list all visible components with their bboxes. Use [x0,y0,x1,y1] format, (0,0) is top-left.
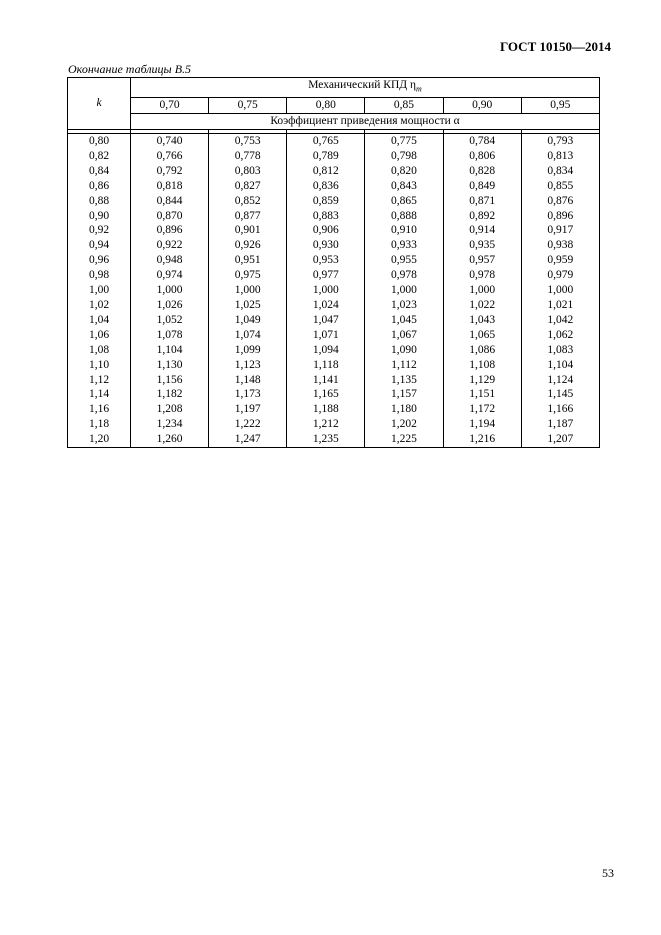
document-code: ГОСТ 10150—2014 [499,39,611,54]
coefficient-cell: 1,173 [209,387,287,402]
coefficient-cell: 1,187 [521,417,599,432]
coefficient-cell: 0,978 [443,268,521,283]
header-row-efficiency-values [68,98,600,114]
coefficient-cell: 0,766 [131,149,209,164]
coefficient-cell: 1,052 [131,313,209,328]
k-value-cell: 1,18 [68,417,131,432]
coefficient-cell: 0,883 [287,209,365,224]
efficiency-label: Механический КПД η [308,79,416,91]
table-row [68,328,600,343]
coefficient-cell: 0,798 [365,149,443,164]
coefficient-cell: 1,172 [443,402,521,417]
k-value-cell: 0,84 [68,164,131,179]
coefficient-cell: 0,977 [287,268,365,283]
coefficient-cell: 1,145 [521,387,599,402]
coefficient-cell: 0,775 [365,134,443,149]
coefficient-cell: 1,067 [365,328,443,343]
coefficient-cell: 1,104 [521,358,599,373]
table-row [68,387,600,402]
k-value-cell: 0,96 [68,253,131,268]
coefficient-cell: 1,047 [287,313,365,328]
coefficient-table [67,77,600,448]
coefficient-cell: 1,023 [365,298,443,313]
coefficient-cell: 1,000 [287,283,365,298]
coefficient-cell: 0,935 [443,238,521,253]
coefficient-cell: 0,843 [365,179,443,194]
table-row [68,298,600,313]
efficiency-value-header: 0,95 [521,98,599,114]
k-value-cell: 0,90 [68,209,131,224]
coefficient-cell: 0,806 [443,149,521,164]
coefficient-cell: 0,974 [131,268,209,283]
coefficient-cell: 1,062 [521,328,599,343]
coefficient-cell: 1,182 [131,387,209,402]
coefficient-cell: 1,194 [443,417,521,432]
coefficient-cell: 0,778 [209,149,287,164]
coefficient-cell: 0,852 [209,194,287,209]
coefficient-cell: 0,855 [521,179,599,194]
efficiency-value-header: 0,90 [443,98,521,114]
coefficient-cell: 1,156 [131,373,209,388]
table-row [68,358,600,373]
coefficient-cell: 0,789 [287,149,365,164]
table-row [68,194,600,209]
coefficient-cell: 1,260 [131,432,209,447]
coefficient-cell: 1,024 [287,298,365,313]
coefficient-cell: 1,166 [521,402,599,417]
coefficient-cell: 1,207 [521,432,599,447]
coefficient-cell: 1,065 [443,328,521,343]
coefficient-cell: 0,818 [131,179,209,194]
coefficient-cell: 0,917 [521,223,599,238]
coefficient-cell: 1,000 [209,283,287,298]
efficiency-value-header: 0,70 [131,98,209,114]
table-row [68,164,600,179]
k-value-cell: 1,12 [68,373,131,388]
coefficient-cell: 0,753 [209,134,287,149]
table-row [68,149,600,164]
k-column-header: k [68,78,131,130]
coefficient-cell: 1,216 [443,432,521,447]
coefficient-cell: 1,208 [131,402,209,417]
coefficient-cell: 1,180 [365,402,443,417]
k-value-cell: 0,92 [68,223,131,238]
coefficient-cell: 0,953 [287,253,365,268]
coefficient-cell: 0,765 [287,134,365,149]
coefficient-cell: 0,955 [365,253,443,268]
table-row [68,343,600,358]
coefficient-cell: 0,812 [287,164,365,179]
coefficient-cell: 0,828 [443,164,521,179]
coefficient-cell: 1,078 [131,328,209,343]
table-row [68,134,600,149]
table-row [68,268,600,283]
efficiency-value-header: 0,85 [365,98,443,114]
coefficient-cell: 0,959 [521,253,599,268]
coefficient-cell: 1,022 [443,298,521,313]
header-row-efficiency [68,78,600,98]
coefficient-cell: 1,086 [443,343,521,358]
coefficient-cell: 0,957 [443,253,521,268]
coefficient-cell: 0,871 [443,194,521,209]
table-row [68,313,600,328]
coefficient-cell: 1,083 [521,343,599,358]
table-caption: Окончание таблицы В.5 [68,62,192,76]
table-row [68,283,600,298]
page-number: 53 [602,866,614,880]
table-row [68,402,600,417]
coefficient-cell: 0,865 [365,194,443,209]
coefficient-cell: 0,740 [131,134,209,149]
coefficient-cell: 1,049 [209,313,287,328]
coefficient-cell: 1,074 [209,328,287,343]
coefficient-cell: 1,000 [521,283,599,298]
coefficient-cell: 1,000 [131,283,209,298]
coefficient-cell: 1,045 [365,313,443,328]
k-value-cell: 1,06 [68,328,131,343]
coefficient-cell: 0,948 [131,253,209,268]
coefficient-cell: 1,247 [209,432,287,447]
k-value-cell: 1,08 [68,343,131,358]
coefficient-cell: 0,813 [521,149,599,164]
coefficient-cell: 1,123 [209,358,287,373]
k-value-cell: 1,20 [68,432,131,447]
k-value-cell: 0,98 [68,268,131,283]
coefficient-cell: 1,212 [287,417,365,432]
coefficient-cell: 0,978 [365,268,443,283]
coefficient-cell: 0,827 [209,179,287,194]
coefficient-cell: 1,026 [131,298,209,313]
coefficient-cell: 0,933 [365,238,443,253]
coefficient-cell: 0,930 [287,238,365,253]
coefficient-cell: 0,896 [131,223,209,238]
coefficient-cell: 0,844 [131,194,209,209]
coefficient-cell: 1,021 [521,298,599,313]
coefficient-cell: 0,979 [521,268,599,283]
table-row [68,209,600,224]
coefficient-cell: 1,148 [209,373,287,388]
coefficient-cell: 1,104 [131,343,209,358]
table-row [68,253,600,268]
k-value-cell: 1,00 [68,283,131,298]
k-value-cell: 0,88 [68,194,131,209]
coefficient-cell: 0,975 [209,268,287,283]
coefficient-cell: 1,094 [287,343,365,358]
coefficient-cell: 0,888 [365,209,443,224]
coefficient-cell: 1,025 [209,298,287,313]
k-value-cell: 0,94 [68,238,131,253]
coefficient-cell: 0,896 [521,209,599,224]
coefficient-cell: 1,112 [365,358,443,373]
coefficient-cell: 1,090 [365,343,443,358]
coefficient-cell: 0,951 [209,253,287,268]
coefficient-cell: 0,876 [521,194,599,209]
coefficient-cell: 1,108 [443,358,521,373]
coefficient-cell: 1,043 [443,313,521,328]
coefficient-cell: 1,222 [209,417,287,432]
coefficient-cell: 0,792 [131,164,209,179]
coefficient-cell: 1,099 [209,343,287,358]
coefficient-cell: 0,910 [365,223,443,238]
coefficient-cell: 0,892 [443,209,521,224]
coefficient-cell: 1,202 [365,417,443,432]
coefficient-cell: 1,165 [287,387,365,402]
efficiency-header [131,78,600,98]
coefficient-cell: 1,157 [365,387,443,402]
coefficient-cell: 1,000 [443,283,521,298]
coefficient-cell: 0,836 [287,179,365,194]
coefficient-cell: 0,849 [443,179,521,194]
coefficient-cell: 0,914 [443,223,521,238]
efficiency-value-header: 0,80 [287,98,365,114]
coefficient-cell: 1,071 [287,328,365,343]
coefficient-cell: 0,906 [287,223,365,238]
coefficient-cell: 1,129 [443,373,521,388]
table-row [68,417,600,432]
coefficient-cell: 1,130 [131,358,209,373]
k-value-cell: 1,10 [68,358,131,373]
coefficient-cell: 1,188 [287,402,365,417]
coefficient-cell: 0,803 [209,164,287,179]
efficiency-subscript: m [416,84,422,94]
k-value-cell: 0,82 [68,149,131,164]
k-value-cell: 0,86 [68,179,131,194]
coefficient-cell: 1,141 [287,373,365,388]
coefficient-cell: 0,877 [209,209,287,224]
k-value-cell: 1,16 [68,402,131,417]
coefficient-cell: 0,938 [521,238,599,253]
coefficient-cell: 1,151 [443,387,521,402]
table-row [68,179,600,194]
coefficient-cell: 1,235 [287,432,365,447]
coefficient-cell: 0,859 [287,194,365,209]
k-value-cell: 0,80 [68,134,131,149]
k-value-cell: 1,02 [68,298,131,313]
coefficient-cell: 0,922 [131,238,209,253]
coefficient-cell: 0,820 [365,164,443,179]
table-row [68,238,600,253]
table-row [68,223,600,238]
coefficient-cell: 1,234 [131,417,209,432]
k-value-cell: 1,04 [68,313,131,328]
coefficient-cell: 0,793 [521,134,599,149]
coefficient-cell: 0,834 [521,164,599,179]
coefficient-cell: 0,784 [443,134,521,149]
coefficient-cell: 1,118 [287,358,365,373]
efficiency-value-header: 0,75 [209,98,287,114]
coefficient-cell: 1,197 [209,402,287,417]
table-row [68,373,600,388]
coefficient-cell: 1,000 [365,283,443,298]
coefficient-header: Коэффициент приведения мощности α [131,114,600,130]
coefficient-cell: 0,870 [131,209,209,224]
coefficient-cell: 1,124 [521,373,599,388]
coefficient-cell: 1,225 [365,432,443,447]
table-row [68,432,600,447]
coefficient-cell: 1,042 [521,313,599,328]
coefficient-cell: 0,901 [209,223,287,238]
k-value-cell: 1,14 [68,387,131,402]
header-row-coefficient [68,114,600,130]
coefficient-cell: 0,926 [209,238,287,253]
coefficient-cell: 1,135 [365,373,443,388]
